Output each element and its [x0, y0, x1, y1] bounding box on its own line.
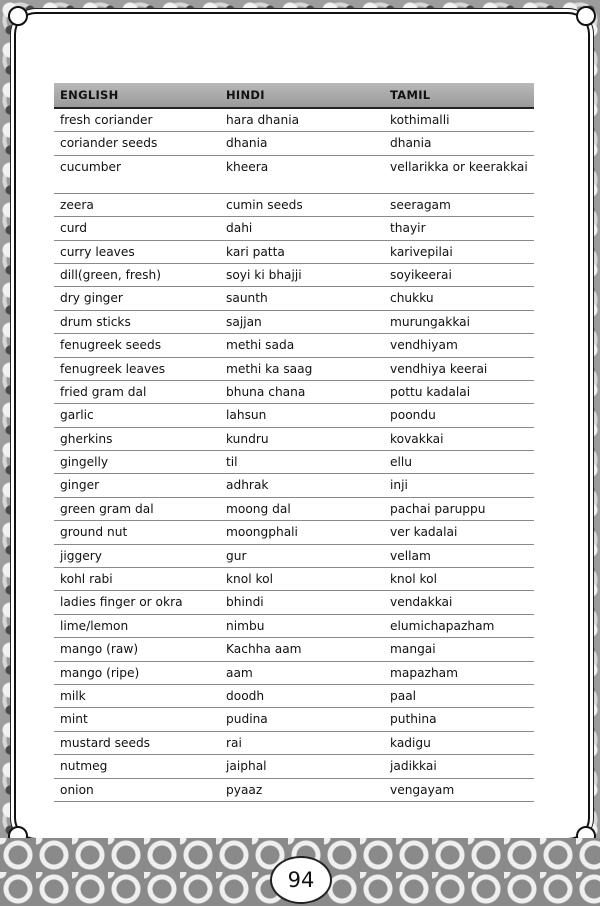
table-header — [54, 83, 534, 109]
cell-tamil: dhania — [390, 136, 432, 151]
page-number: 94 — [270, 856, 332, 904]
cell-hindi: bhindi — [226, 595, 264, 610]
cell-hindi: Kachha aam — [226, 642, 302, 657]
cell-english: onion — [60, 782, 94, 797]
cell-hindi: kundru — [226, 431, 269, 446]
table-row — [54, 428, 534, 451]
table-row — [54, 638, 534, 661]
cell-english: mango (ripe) — [60, 665, 140, 680]
corner-curl-icon — [8, 6, 28, 26]
table-row — [54, 217, 534, 240]
table-row — [54, 311, 534, 334]
cell-tamil: seeragam — [390, 197, 451, 212]
cell-hindi: jaiphal — [226, 759, 267, 774]
table-row — [54, 662, 534, 685]
cell-tamil: knol kol — [390, 572, 437, 587]
cell-english: nutmeg — [60, 759, 108, 774]
cell-hindi: hara dhania — [226, 113, 300, 127]
cell-english: kohl rabi — [60, 572, 113, 587]
table-row — [54, 779, 534, 802]
cell-english: ginger — [60, 478, 100, 493]
cell-tamil: soyikeerai — [390, 267, 452, 282]
cell-hindi: soyi ki bhajji — [226, 267, 302, 282]
cell-tamil: paal — [390, 688, 417, 703]
cell-hindi: dhania — [226, 136, 268, 151]
cell-english: coriander seeds — [60, 136, 158, 151]
table-row — [54, 194, 534, 217]
cell-tamil: kothimalli — [390, 113, 450, 127]
cell-tamil: mangai — [390, 642, 436, 657]
cell-english: mint — [60, 712, 88, 727]
cell-tamil: vendhiyam — [390, 338, 458, 353]
corner-curl-icon — [576, 6, 596, 26]
cell-english: fenugreek seeds — [60, 338, 162, 353]
cell-english: fenugreek leaves — [60, 361, 166, 376]
cell-english: mango (raw) — [60, 642, 139, 657]
table-row — [54, 545, 534, 568]
table-row — [54, 358, 534, 381]
cell-hindi: bhuna chana — [226, 384, 306, 399]
cell-hindi: cumin seeds — [226, 197, 303, 212]
cell-english: curd — [60, 221, 87, 236]
cell-hindi: doodh — [226, 688, 265, 703]
table-row — [54, 287, 534, 310]
table-row — [54, 732, 534, 755]
table-row — [54, 241, 534, 264]
cell-english: garlic — [60, 408, 94, 423]
header-tamil: TAMIL — [390, 88, 431, 102]
cell-tamil: mapazham — [390, 665, 459, 680]
cell-english: dill(green, fresh) — [60, 267, 161, 282]
cell-english: gingelly — [60, 455, 109, 470]
table-row — [54, 404, 534, 427]
cell-tamil: pachai paruppu — [390, 501, 486, 516]
cell-hindi: methi ka saag — [226, 361, 313, 376]
cell-tamil: elumichapazham — [390, 618, 495, 633]
cell-hindi: til — [226, 455, 238, 470]
cell-tamil: chukku — [390, 291, 434, 306]
table-row — [54, 334, 534, 357]
cell-tamil: vendhiya keerai — [390, 361, 488, 376]
cell-hindi: knol kol — [226, 572, 273, 587]
table-row — [54, 132, 534, 155]
cell-hindi: moongphali — [226, 525, 298, 540]
cell-hindi: saunth — [226, 291, 268, 306]
cell-hindi: nimbu — [226, 618, 265, 633]
table-row — [54, 521, 534, 544]
table-row — [54, 591, 534, 614]
cell-english: lime/lemon — [60, 618, 129, 633]
cell-hindi: pudina — [226, 712, 268, 727]
cell-english: fried gram dal — [60, 384, 147, 399]
cell-tamil: jadikkai — [390, 759, 437, 774]
cell-tamil: poondu — [390, 408, 436, 423]
cell-english: milk — [60, 688, 86, 703]
table-row — [54, 474, 534, 497]
cell-hindi: sajjan — [226, 314, 262, 329]
table-row — [54, 109, 534, 132]
table-row — [54, 755, 534, 778]
cell-hindi: adhrak — [226, 478, 269, 493]
cell-hindi: lahsun — [226, 408, 267, 423]
table-row — [54, 498, 534, 521]
cell-english: curry leaves — [60, 244, 135, 259]
cell-tamil: kadigu — [390, 735, 431, 750]
table-row — [54, 264, 534, 287]
cell-english: dry ginger — [60, 291, 123, 306]
table-row — [54, 708, 534, 731]
cell-tamil: vendakkai — [390, 595, 453, 610]
cell-tamil: murungakkai — [390, 314, 471, 329]
table-row — [54, 685, 534, 708]
table-row — [54, 156, 534, 194]
cell-hindi: pyaaz — [226, 782, 263, 797]
cell-english: zeera — [60, 197, 94, 212]
cell-tamil: ver kadalai — [390, 525, 458, 540]
cell-english: drum sticks — [60, 314, 131, 329]
glossary-table — [54, 83, 534, 802]
cell-tamil: vellam — [390, 548, 431, 563]
header-english: ENGLISH — [60, 88, 119, 102]
cell-hindi: aam — [226, 665, 253, 680]
table-row — [54, 568, 534, 591]
cell-hindi: kheera — [226, 159, 269, 174]
cell-tamil: vellarikka or keerakkai — [390, 159, 528, 174]
cell-english: green gram dal — [60, 501, 154, 516]
cell-english: gherkins — [60, 431, 113, 446]
cell-hindi: kari patta — [226, 244, 285, 259]
cell-english: jiggery — [60, 548, 102, 563]
cell-english: cucumber — [60, 159, 121, 174]
table-row — [54, 615, 534, 638]
cell-tamil: vengayam — [390, 782, 455, 797]
cell-tamil: thayir — [390, 221, 426, 236]
table-row — [54, 451, 534, 474]
cell-hindi: moong dal — [226, 501, 291, 516]
cell-hindi: gur — [226, 548, 247, 563]
cell-english: fresh coriander — [60, 113, 153, 127]
cell-hindi: rai — [226, 735, 242, 750]
header-hindi: HINDI — [226, 88, 265, 102]
cell-hindi: dahi — [226, 221, 253, 236]
cell-tamil: puthina — [390, 712, 437, 727]
cell-english: ground nut — [60, 525, 128, 540]
cell-tamil: ellu — [390, 455, 412, 470]
cell-tamil: inji — [390, 478, 408, 493]
cell-tamil: pottu kadalai — [390, 384, 471, 399]
cell-english: mustard seeds — [60, 735, 151, 750]
cell-tamil: kovakkai — [390, 431, 444, 446]
table-row — [54, 381, 534, 404]
cell-hindi: methi sada — [226, 338, 295, 353]
cell-english: ladies finger or okra — [60, 595, 183, 610]
cell-tamil: karivepilai — [390, 244, 453, 259]
